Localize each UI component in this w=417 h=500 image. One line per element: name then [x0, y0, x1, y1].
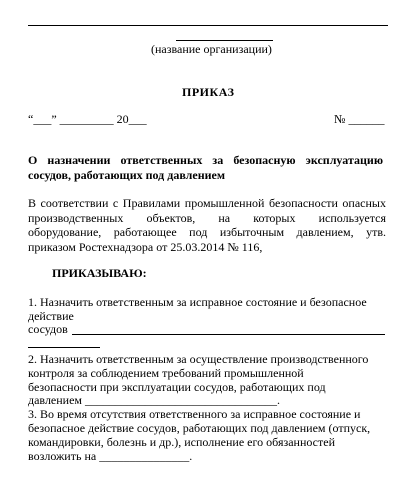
item-3-line-4: возложить на _______________.	[28, 449, 193, 463]
item-2-line-4: давлением ________________________________.	[28, 393, 281, 407]
preamble-line-2: производственных объектов, на которых используется	[28, 210, 386, 225]
preamble-line-3: оборудование, работающее под избыточным давлением, утв.	[28, 225, 386, 239]
item-3-line-1: 3. Во время отсутствия ответственного за исправное состояние и	[28, 407, 361, 421]
item-2-line-2: контроля за соблюдением требований промышленной	[28, 366, 304, 380]
item-3-line-3: командировки, болезнь и др.), исполнение его обязанностей	[28, 435, 335, 449]
item-3-line-2: безопасное действие сосудов, работающих под давлением (отпуск,	[28, 421, 371, 435]
order-number-field: № ______	[334, 112, 385, 126]
document-title: ПРИКАЗ	[182, 85, 235, 99]
preamble-line-4: приказом Ростехнадзора от 25.03.2014 № 116,	[28, 239, 263, 254]
subject-line-2: сосудов, работающих под давлением	[28, 167, 226, 182]
preamble-line-1: В соответствии с Правилами промышленной безопасности опасных	[28, 196, 386, 210]
subject-heading	[28, 153, 383, 182]
item-1-line-2: действие	[28, 309, 74, 323]
item-1-line-3: сосудов	[28, 322, 68, 336]
item-2-line-1: 2. Назначить ответственным за осуществление производственного	[28, 352, 369, 366]
item-1-fill-rule-a	[72, 334, 385, 335]
item-2-line-3: безопасности при эксплуатации сосудов, работающих под	[28, 380, 326, 394]
org-caption: (название организации)	[151, 42, 272, 56]
item-1-line-1: 1. Назначить ответственным за исправное состояние и безопасное	[28, 295, 367, 309]
top-rule	[28, 25, 388, 26]
org-name-rule	[176, 40, 273, 41]
order-heading: ПРИКАЗЫВАЮ:	[52, 266, 147, 280]
preamble-paragraph	[28, 196, 386, 254]
item-1-fill-rule-b	[28, 347, 100, 348]
subject-line-1: О назначении ответственных за безопасную эксплуатацию	[28, 153, 383, 167]
date-field: “___” _________ 20___	[28, 112, 147, 126]
